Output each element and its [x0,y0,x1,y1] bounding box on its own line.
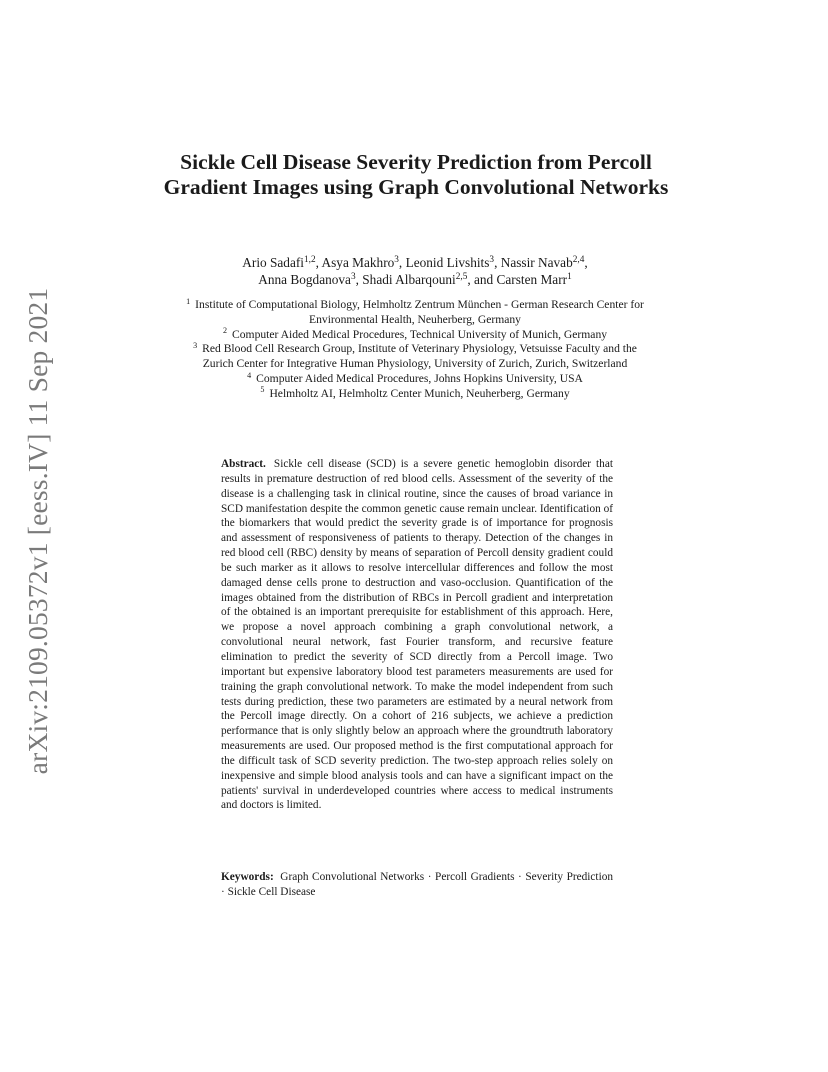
author-name: Ario Sadafi [242,255,304,270]
affiliation-list [180,298,650,402]
author-name: Shadi Albarqouni [362,272,456,287]
affiliation-number: 1 [186,296,191,306]
affiliation-item [180,328,650,343]
author-name: Carsten Marr [496,272,568,287]
author-affiliation-marker: 3 [350,271,356,282]
affiliation-text: Computer Aided Medical Procedures, Technical University of Munich, Germany [232,327,608,341]
author-name: Leonid Livshits [405,255,490,270]
author-affiliation-marker: 1,2 [303,254,316,265]
affiliation-text: Computer Aided Medical Procedures, Johns Hopkins University, USA [256,371,583,385]
arxiv-stamp [13,286,63,776]
author-separator: , and [467,272,497,287]
affiliation-number: 2 [222,326,228,336]
author-name: Anna Bogdanova [258,272,351,287]
author-name: Asya Makhro [321,255,395,270]
author-affiliation-marker: 2,4 [572,254,585,265]
paper-title: Sickle Cell Disease Severity Prediction from Percoll Gradient Images using Graph Convolutional Networks [163,150,669,199]
affiliation-number: 4 [247,370,252,380]
abstract-label: Abstract. [221,458,266,470]
author-list [170,254,660,288]
affiliation-number: 5 [260,385,265,395]
affiliation-item [180,387,650,402]
author-separator: , [398,255,406,270]
keywords-text: Graph Convolutional Networks · Percoll Gradients · Severity Prediction · Sickle Cell Disease [221,871,614,898]
author-separator: , [584,255,588,270]
keywords-label: Keywords: [221,871,274,883]
abstract [221,457,613,813]
affiliation-text: Institute of Computational Biology, Helmholtz Zentrum München - German Research Center for Environmental Health, Neuherberg, Germany [195,298,644,326]
author-affiliation-marker: 1 [567,271,572,282]
author-affiliation-marker: 3 [489,254,495,265]
affiliation-item [180,298,650,328]
author-separator: , [315,255,322,270]
author-affiliation-marker: 2,5 [455,271,468,282]
affiliation-item [180,372,650,387]
affiliation-number: 3 [193,340,198,350]
abstract-text: Sickle cell disease (SCD) is a severe genetic hemoglobin disorder that results in premature destruction of red blood cells. Assessment of the severity of the disease is a challenging task in clinical routine, since the causes of broad variance in SCD manifestation despite the common genetic cause remain unclear. Identification of the biomarkers that would predict the severity grade is of importance for prognosis and assessment of responsiveness of patients to therapy. Detection of the changes in red blood cell (RBC) density by means of separation of Percoll density gradient could be such marker as it allows to resolve intercellular differences and follow the most damaged dense cells prone to destruction and vaso-occlusion. Quantification of the images obtained from the distribution of RBCs in Percoll gradient and interpretation of the obtained is an important prerequisite for establishment of this approach. Here, we propose a novel approach combining a graph convolutional network, a convolutional neural network, fast Fourier transform, and recursive feature elimination to predict the severity of SCD directly from a Percoll image. Two important but expensive laboratory blood test parameters measurements are used for training the graph convolutional network. To make the model independent from such tests during prediction, these two parameters are estimated by a neural network from the Percoll image directly. On a cohort of 216 subjects, we achieve a prediction performance that is only slightly below an approach where the groundtruth laboratory measurements are used. Our proposed method is the first computational approach for the difficult task of SCD severity prediction. The two-step approach relies solely on inexpensive and simple blood analysis tools and can have a significant impact on the patients' survival in underdeveloped countries where access to medical instruments and doctors is limited. [221,458,613,812]
affiliation-item [180,342,650,372]
author-separator: , [355,272,363,287]
keywords [221,870,613,900]
affiliation-text: Red Blood Cell Research Group, Institute of Veterinary Physiology, Vetsuisse Faculty and the Zurich Center for Integrative Human Physiology, University of Zurich, Zurich, Switzerland [202,342,637,371]
arxiv-identifier: arXiv:2109.05372v1 [eess.IV] 11 Sep 2021 [22,287,53,775]
author-affiliation-marker: 3 [394,254,399,265]
author-name: Nassir Navab [500,255,573,270]
affiliation-text: Helmholtz AI, Helmholtz Center Munich, Neuherberg, Germany [269,386,570,400]
author-separator: , [494,255,501,270]
